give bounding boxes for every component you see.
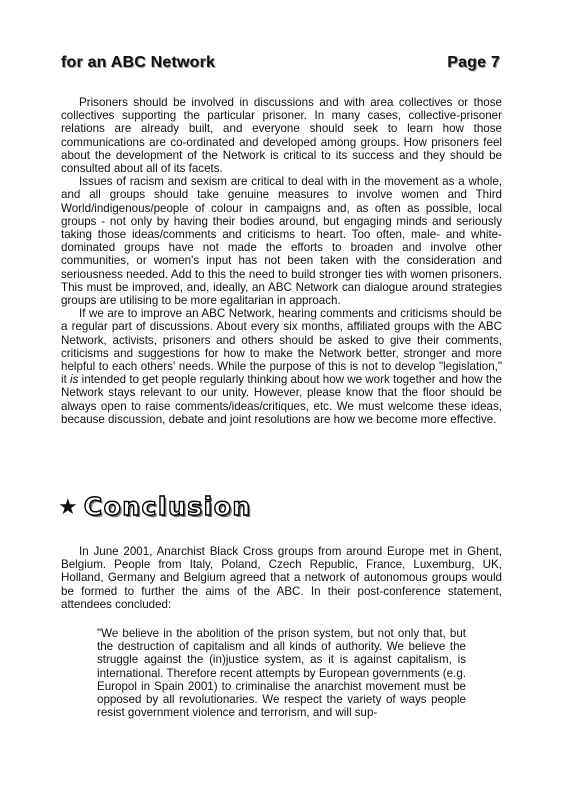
paragraph-criticisms: [61, 307, 502, 426]
paragraph-racism-sexism: Issues of racism and sexism are critical to deal with in the movement as a whole, and all groups should take genuine measures to involve women and Third World/indigenous/people of colour in campaigns and, as often as possible, local groups - not only by having their bodies around, but engaging minds and seriously taking those ideas/comments and criticisms to heart. Too often, male- and white-dominated groups have not made the efforts to broaden and involve other communities, or women's input has not been taken with the consideration and seriousness needed. Add to this the need to build stronger ties with women prisoners. This must be improved, and, ideally, an ABC Network can dialogue around strategies groups are utilising to be more egalitarian in approach.: [61, 175, 502, 308]
conclusion-section: [61, 545, 502, 611]
paragraph-text-before: If we are to improve an ABC Network, hearing comments and criticisms should be a regular part of discussions. About every six months, affiliated groups with the ABC Network, activists, prisoners and others should be asked to give their comments, criticisms and suggestions for how to make the Network better, stronger and more helpful to each others' needs. While the purpose of this is not to develop "legislation," it: [61, 307, 502, 387]
page-number: Page 7: [447, 54, 500, 71]
block-quote: "We believe in the abolition of the prison system, but not only that, but the destruction of capitalism and all kinds of authority. We believe the struggle against the (in)justice system, as it is against capitalism, is international. Therefore recent attempts by European governments (e.g. Europol in Spain 2001) to criminalise the anarchist movement must be opposed by all revolutionaries. We respect the variety of ways people resist government violence and terrorism, and will sup-: [97, 627, 466, 720]
page-header: [61, 54, 500, 72]
emphasis-text: is: [70, 373, 79, 387]
header-title: for an ABC Network: [61, 54, 216, 71]
paragraph-prisoners: Prisoners should be involved in discussions and with area collectives or those collectives supporting the particular prisoner. In many cases, collective-prisoner relations are already built, and everyone should seek to learn how those communications are co-ordinated and developed among groups. How prisoners feel about the development of the Network is critical to its success and they should be consulted about all of its facets.: [61, 96, 502, 176]
section-heading: [58, 492, 252, 521]
star-icon: ★: [58, 493, 78, 519]
paragraph-ghent-meeting: In June 2001, Anarchist Black Cross groups from around Europe met in Ghent, Belgium. People from Italy, Poland, Czech Republic, France, Luxemburg, UK, Holland, Germany and Belgium agreed that a network of autonomous groups would be formed to further the aims of the ABC. In their post-conference statement, attendees concluded:: [61, 545, 502, 611]
paragraph-text-after: intended to get people regularly thinking about how we work together and how the Network stays relevant to our unity. However, please know that the floor should be always open to raise comments/ideas/critiques, etc. We must welcome these ideas, because discussion, debate and joint resolutions are how we become more effective.: [61, 373, 502, 426]
intro-section: [61, 96, 502, 426]
section-title: Conclusion: [83, 492, 252, 521]
